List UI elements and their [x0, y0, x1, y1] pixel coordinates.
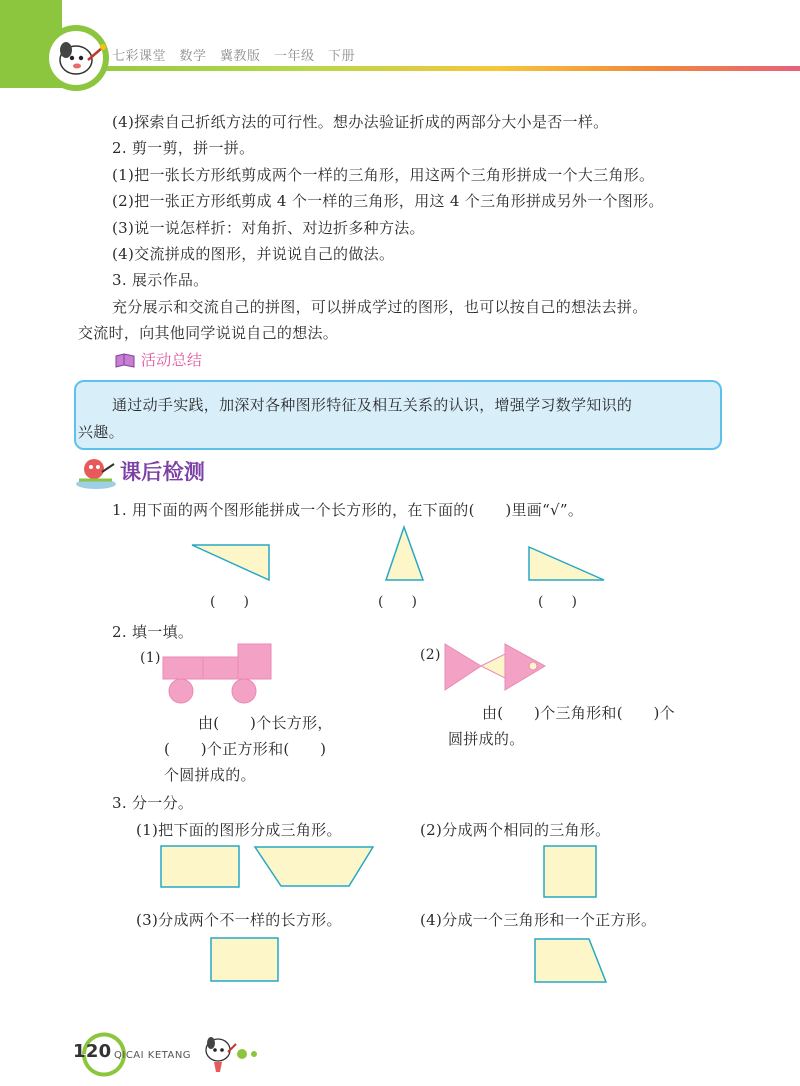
q1-shape-2	[384, 525, 426, 583]
header-title: 七彩课堂 数学 冀教版 一年级 下册	[112, 49, 356, 64]
mascot-icon	[48, 30, 108, 90]
q1-paren-3: ( )	[538, 594, 577, 610]
q1-paren-1: ( )	[210, 594, 249, 610]
q2-part1-label: (1)	[140, 650, 161, 666]
q2-title: 2. 填一填。	[112, 623, 194, 641]
q2-fish-figure	[443, 642, 549, 694]
q3-shape-rectangle-2	[210, 937, 280, 983]
q3-part2: (2)分成两个相同的三角形。	[420, 821, 611, 839]
header-bar	[0, 0, 800, 90]
q3-shape-trapezoid	[253, 845, 377, 889]
body-line-5: (3)说一说怎样折：对角折、对边折多种方法。	[112, 219, 425, 237]
q3-shape-rectangle	[160, 845, 242, 889]
page-number: 120	[73, 1041, 112, 1062]
body-line-8: 充分展示和交流自己的拼图，可以拼成学过的图形，也可以按自己的想法去拼。	[112, 298, 648, 316]
q2-part2-label: (2)	[420, 647, 441, 663]
book-icon	[114, 353, 136, 369]
q3-shape-right-trapezoid	[533, 937, 609, 985]
body-line-3: (1)把一张长方形纸剪成两个一样的三角形，用这两个三角形拼成一个大三角形。	[112, 166, 655, 184]
q2-part2-line-2: 圆拼成的。	[448, 730, 525, 748]
body-line-1: (4)探索自己折纸方法的可行性。想办法验证折成的两部分大小是否一样。	[112, 113, 609, 131]
q3-shape-square	[543, 845, 599, 899]
q3-part1: (1)把下面的图形分成三角形。	[136, 821, 342, 839]
activity-summary-box	[74, 380, 722, 450]
q3-part4: (4)分成一个三角形和一个正方形。	[420, 911, 657, 929]
footer-brand: QICAI KETANG	[114, 1050, 192, 1061]
body-line-9: 交流时，向其他同学说说自己的想法。	[78, 324, 339, 342]
body-line-7: 3. 展示作品。	[112, 271, 209, 289]
q2-part1-line-1: 由( )个长方形，	[198, 714, 333, 732]
activity-summary-heading: 活动总结	[141, 351, 203, 369]
q2-part1-line-2: ( )个正方形和( )	[164, 740, 327, 758]
check-mascot-icon	[74, 454, 118, 490]
q1-shape-3	[527, 545, 607, 583]
body-line-2: 2. 剪一剪，拼一拼。	[112, 139, 255, 157]
summary-line-1: 通过动手实践，加深对各种图形特征及相互关系的认识，增强学习数学知识的	[112, 396, 633, 414]
body-line-4: (2)把一张正方形纸剪成 4 个一样的三角形，用这 4 个三角形拼成另外一个图形。	[112, 192, 664, 210]
q3-part3: (3)分成两个不一样的长方形。	[136, 911, 342, 929]
q1-paren-2: ( )	[378, 594, 417, 610]
body-line-6: (4)交流拼成的图形，并说说自己的做法。	[112, 245, 395, 263]
q1-shape-1	[192, 543, 272, 583]
after-class-heading: 课后检测	[120, 460, 206, 484]
q2-truck-figure	[162, 643, 274, 705]
q1-text: 1. 用下面的两个图形能拼成一个长方形的，在下面的( )里画“√”。	[112, 501, 584, 519]
summary-line-2: 兴趣。	[78, 423, 124, 441]
q3-title: 3. 分一分。	[112, 794, 194, 812]
q2-part2-line-1: 由( )个三角形和( )个	[482, 704, 675, 722]
footer-mascot-icon	[200, 1032, 240, 1076]
q2-part1-line-3: 个圆拼成的。	[164, 766, 256, 784]
